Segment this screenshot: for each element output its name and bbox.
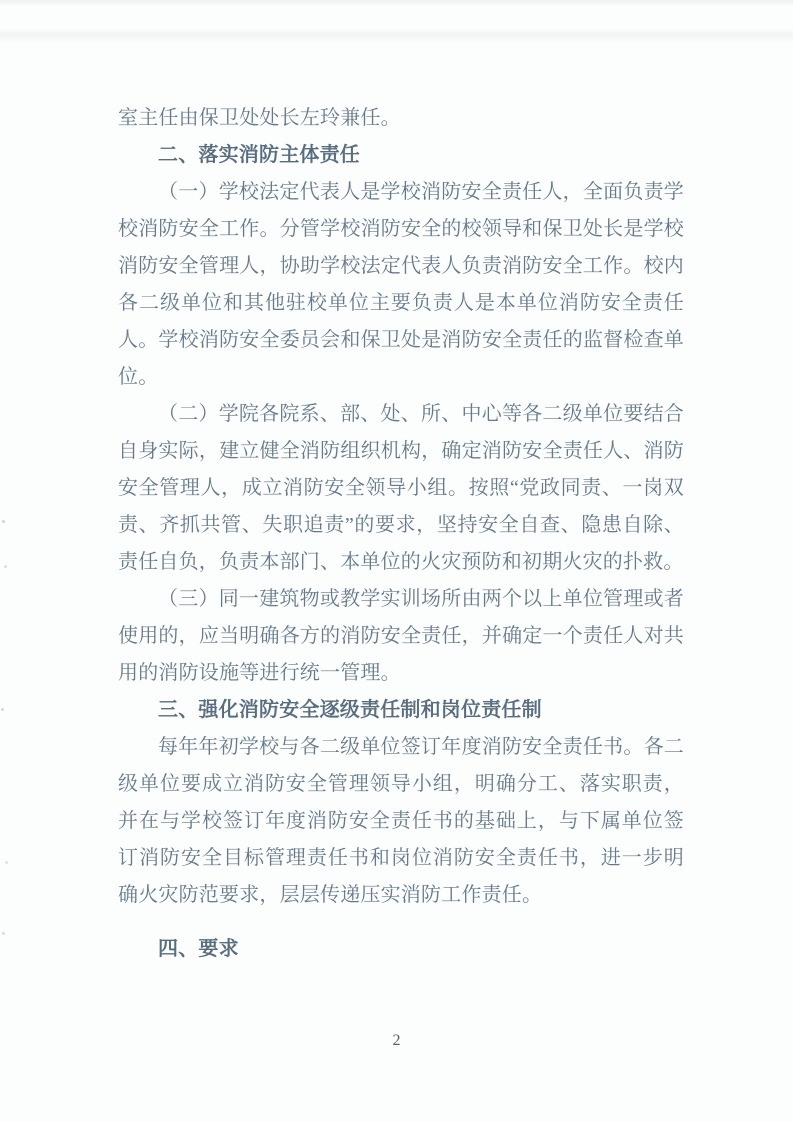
text-line: 各二级单位和其他驻校单位主要负责人是本单位消防安全责任 (118, 292, 684, 314)
text-line: 责、齐抓共管、失职追责”的要求，坚持安全自查、隐患自除、 (118, 514, 684, 536)
text-line: 使用的，应当明确各方的消防安全责任，并确定一个责任人对共 (118, 625, 684, 647)
document-body (118, 100, 684, 968)
text-line: 并在与学校签订年度消防安全责任书的基础上，与下属单位签 (118, 810, 684, 832)
text-line: 自身实际，建立健全消防组织机构，确定消防安全责任人、消防 (118, 440, 684, 462)
text-line: 每年年初学校与各二级单位签订年度消防安全责任书。各二 (158, 736, 684, 758)
text-line: （三）同一建筑物或教学实训场所由两个以上单位管理或者 (158, 588, 684, 610)
scan-speckle (2, 520, 5, 523)
text-line: 室主任由保卫处处长左玲兼任。 (118, 107, 401, 129)
text-line: 责任自负，负责本部门、本单位的火灾预防和初期火灾的扑救。 (118, 551, 684, 573)
text-line: 位。 (118, 366, 159, 388)
text-line: 级单位要成立消防安全管理领导小组，明确分工、落实职责， (118, 773, 684, 795)
text-line: 用的消防设施等进行统一管理。 (118, 662, 401, 684)
text-line: 人。学校消防安全委员会和保卫处是消防安全责任的监督检查单 (118, 329, 684, 351)
section-heading: 三、强化消防安全逐级责任制和岗位责任制 (158, 699, 542, 721)
text-line: 订消防安全目标管理责任书和岗位消防安全责任书，进一步明 (118, 847, 684, 869)
text-line: 安全管理人，成立消防安全领导小组。按照“党政同责、一岗双 (118, 477, 684, 499)
section-heading: 四、要求 (158, 938, 239, 960)
text-line: 消防安全管理人，协助学校法定代表人负责消防安全工作。校内 (118, 255, 684, 277)
text-line: （二）学院各院系、部、处、所、中心等各二级单位要结合 (158, 403, 684, 425)
section-heading: 二、落实消防主体责任 (158, 144, 360, 166)
page-number: 2 (392, 1032, 401, 1049)
text-line: （一）学校法定代表人是学校消防安全责任人，全面负责学 (158, 181, 684, 203)
text-line: 确火灾防范要求，层层传递压实消防工作责任。 (118, 884, 543, 906)
text-line: 校消防安全工作。分管学校消防安全的校领导和保卫处长是学校 (118, 218, 684, 240)
